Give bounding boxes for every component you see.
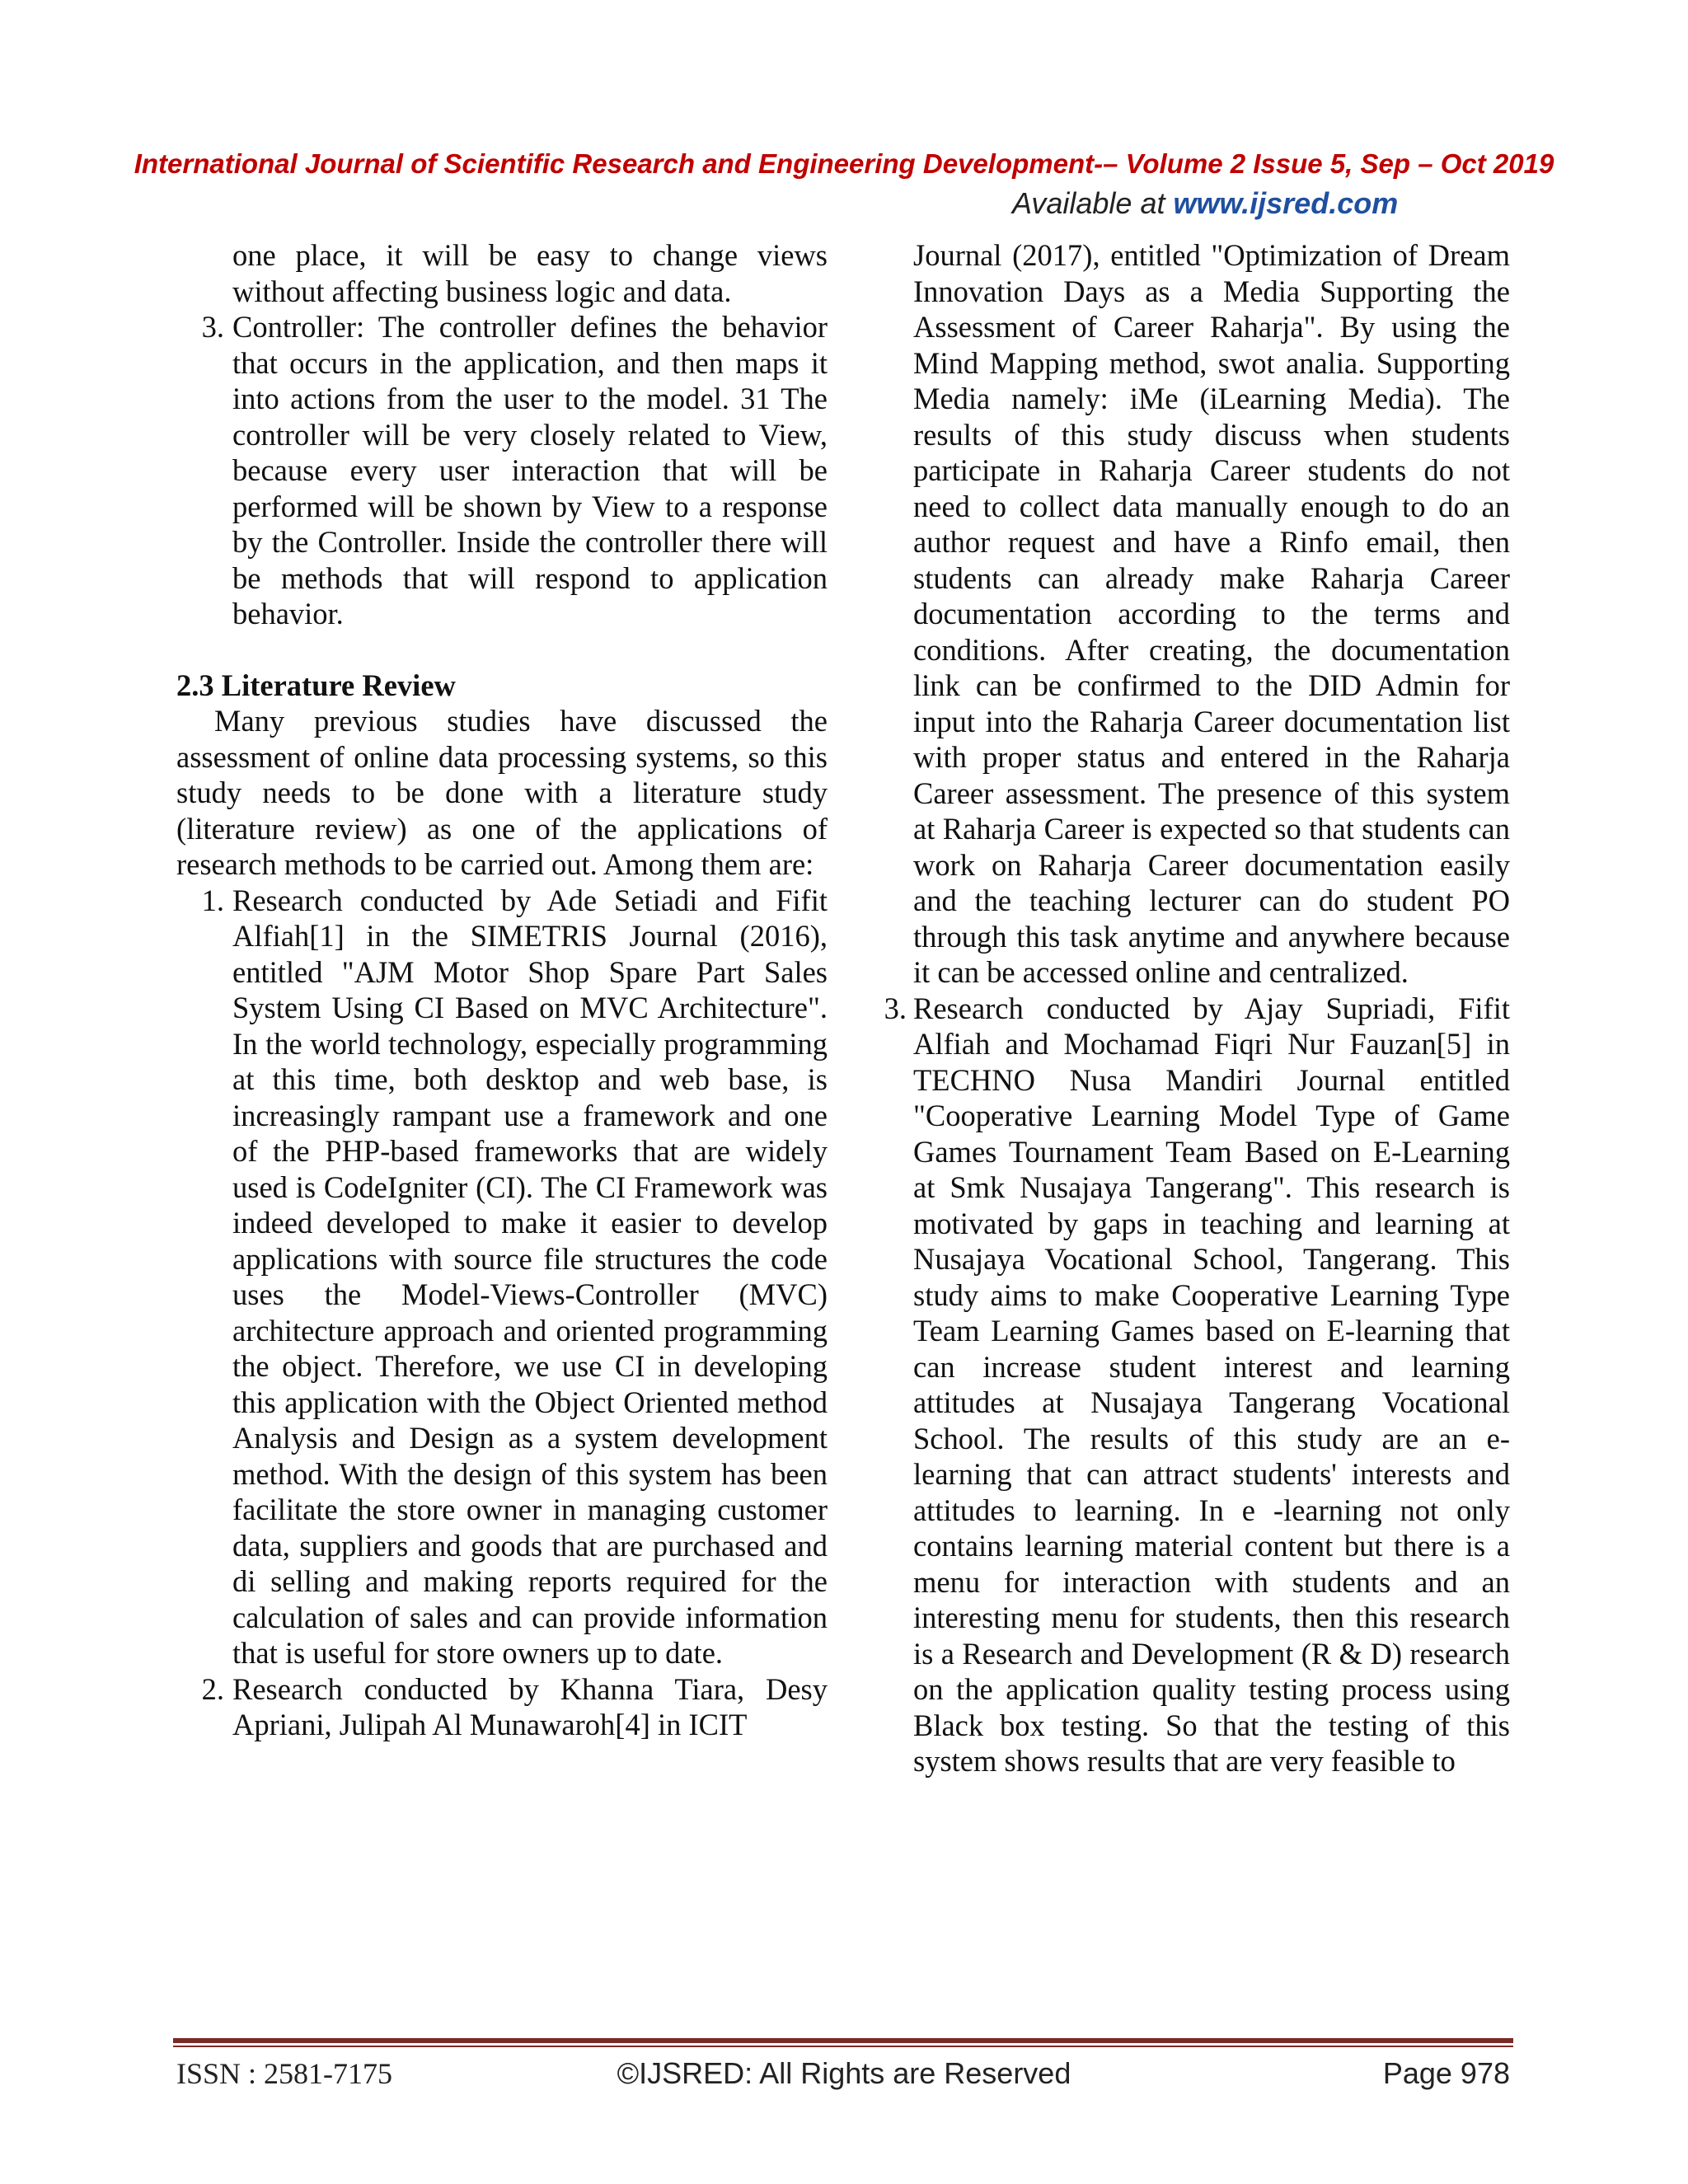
list-item-controller — [176, 309, 828, 632]
journal-header: International Journal of Scientific Research and Engineering Development-– Volume 2 Issue 5, Sep – Oct 2019 — [134, 148, 1554, 179]
footer-page-number: Page 978 — [1382, 2056, 1510, 2090]
list-item-text: Research conducted by Ajay Supriadi, Fifit Alfiah and Mochamad Fiqri Nur Fauzan[5] in TECHNO Nusa Mandiri Journal entitled "Cooperative Learning Model Type of Game Games Tournament Team Based on E-Learning at Smk Nusajaya Tangerang". This research is motivated by gaps in teaching and learning at Nusajaya Vocational School, Tangerang. This study aims to make Cooperative Learning Type Team Learning Games based on E-learning that can increase student interest and learning attitudes at Nusajaya Tangerang Vocational School. The results of this study are an e-learning that can attract students' interests and attitudes to learning. In e -learning not only contains learning material content but there is a menu for interaction with students and an interesting menu for students, then this research is a Research and Development (R & D) research on the application quality testing process using Black box testing. So that the testing of this system shows results that are very feasible to — [913, 991, 1510, 1778]
journal-url-link[interactable]: www.ijsred.com — [1173, 186, 1399, 220]
list-item — [176, 883, 828, 1671]
footer-issn: ISSN : 2581-7175 — [176, 2057, 393, 2090]
footer-divider — [173, 2038, 1513, 2043]
spacer — [176, 632, 828, 668]
footer-divider-thin — [173, 2046, 1513, 2047]
list-item — [176, 1671, 828, 1743]
list-item-text: Controller: The controller defines the behavior that occurs in the application, and then maps it into actions from the user to the model. 31 The controller will be very closely related to View, because every user interaction that will be performed will be shown by View to a response by the Controller. Inside the controller there will be methods that will respond to application behavior. — [232, 310, 828, 630]
right-column — [874, 237, 1510, 1779]
continued-text: Journal (2017), entitled "Optimization of Dream Innovation Days as a Media Supporting the Assessment of Career Raharja". By using the Mind Mapping method, swot analia. Supporting Media namely: iMe (iLearning Media). The results of this study discuss when students participate in Raharja Career students do not need to collect data manually enough to do an author request and have a Rinfo email, then students can already make Raharja Career documentation according to the terms and conditions. After creating, the documentation link can be confirmed to the DID Admin for input into the Raharja Career documentation list with proper status and entered in the Raharja Career assessment. The presence of this system at Raharja Career is expected so that students can work on Raharja Career documentation easily and the teaching lecturer can do student PO through this task anytime and anywhere because it can be accessed online and centralized. — [913, 238, 1510, 989]
list-number: 2. — [201, 1671, 224, 1706]
list-item — [874, 991, 1510, 1779]
section-heading: 2.3 Literature Review — [176, 668, 456, 702]
availability-line — [1012, 186, 1398, 221]
list-number: 3. — [884, 991, 907, 1025]
footer-copyright: ©IJSRED: All Rights are Reserved — [617, 2056, 1071, 2090]
list-item-text: Research conducted by Ade Setiadi and Fifit Alfiah[1] in the SIMETRIS Journal (2016), entitled "AJM Motor Shop Spare Part Sales System Using CI Based on MVC Architecture". In the world technology, especially programming at this time, both desktop and web base, is increasingly rampant use a framework and one of the PHP-based frameworks that are widely used is CodeIgniter (CI). The CI Framework was indeed developed to make it easier to develop applications with source file structures the code uses the Model-Views-Controller (MVC) architecture approach and oriented programming the object. Therefore, we use CI in developing this application with the Object Oriented method Analysis and Design as a system development method. With the design of this system has been facilitate the store owner in managing customer data, suppliers and goods that are purchased and di selling and making reports required for the calculation of sales and can provide information that is useful for store owners up to date. — [232, 883, 828, 1670]
left-column — [176, 237, 828, 1743]
section-intro: Many previous studies have discussed the assessment of online data processing systems, so this study needs to be done with a literature study (literature review) as one of the applications of research methods to be carried out. Among them are: — [176, 704, 828, 881]
list-item-text: Research conducted by Khanna Tiara, Desy Apriani, Julipah Al Munawaroh[4] in ICIT — [232, 1671, 828, 1741]
available-prefix: Available at — [1012, 186, 1174, 220]
continued-text: one place, it will be easy to change views without affecting business logic and data. — [232, 238, 828, 308]
list-number: 1. — [201, 883, 224, 917]
list-number: 3. — [201, 310, 224, 344]
